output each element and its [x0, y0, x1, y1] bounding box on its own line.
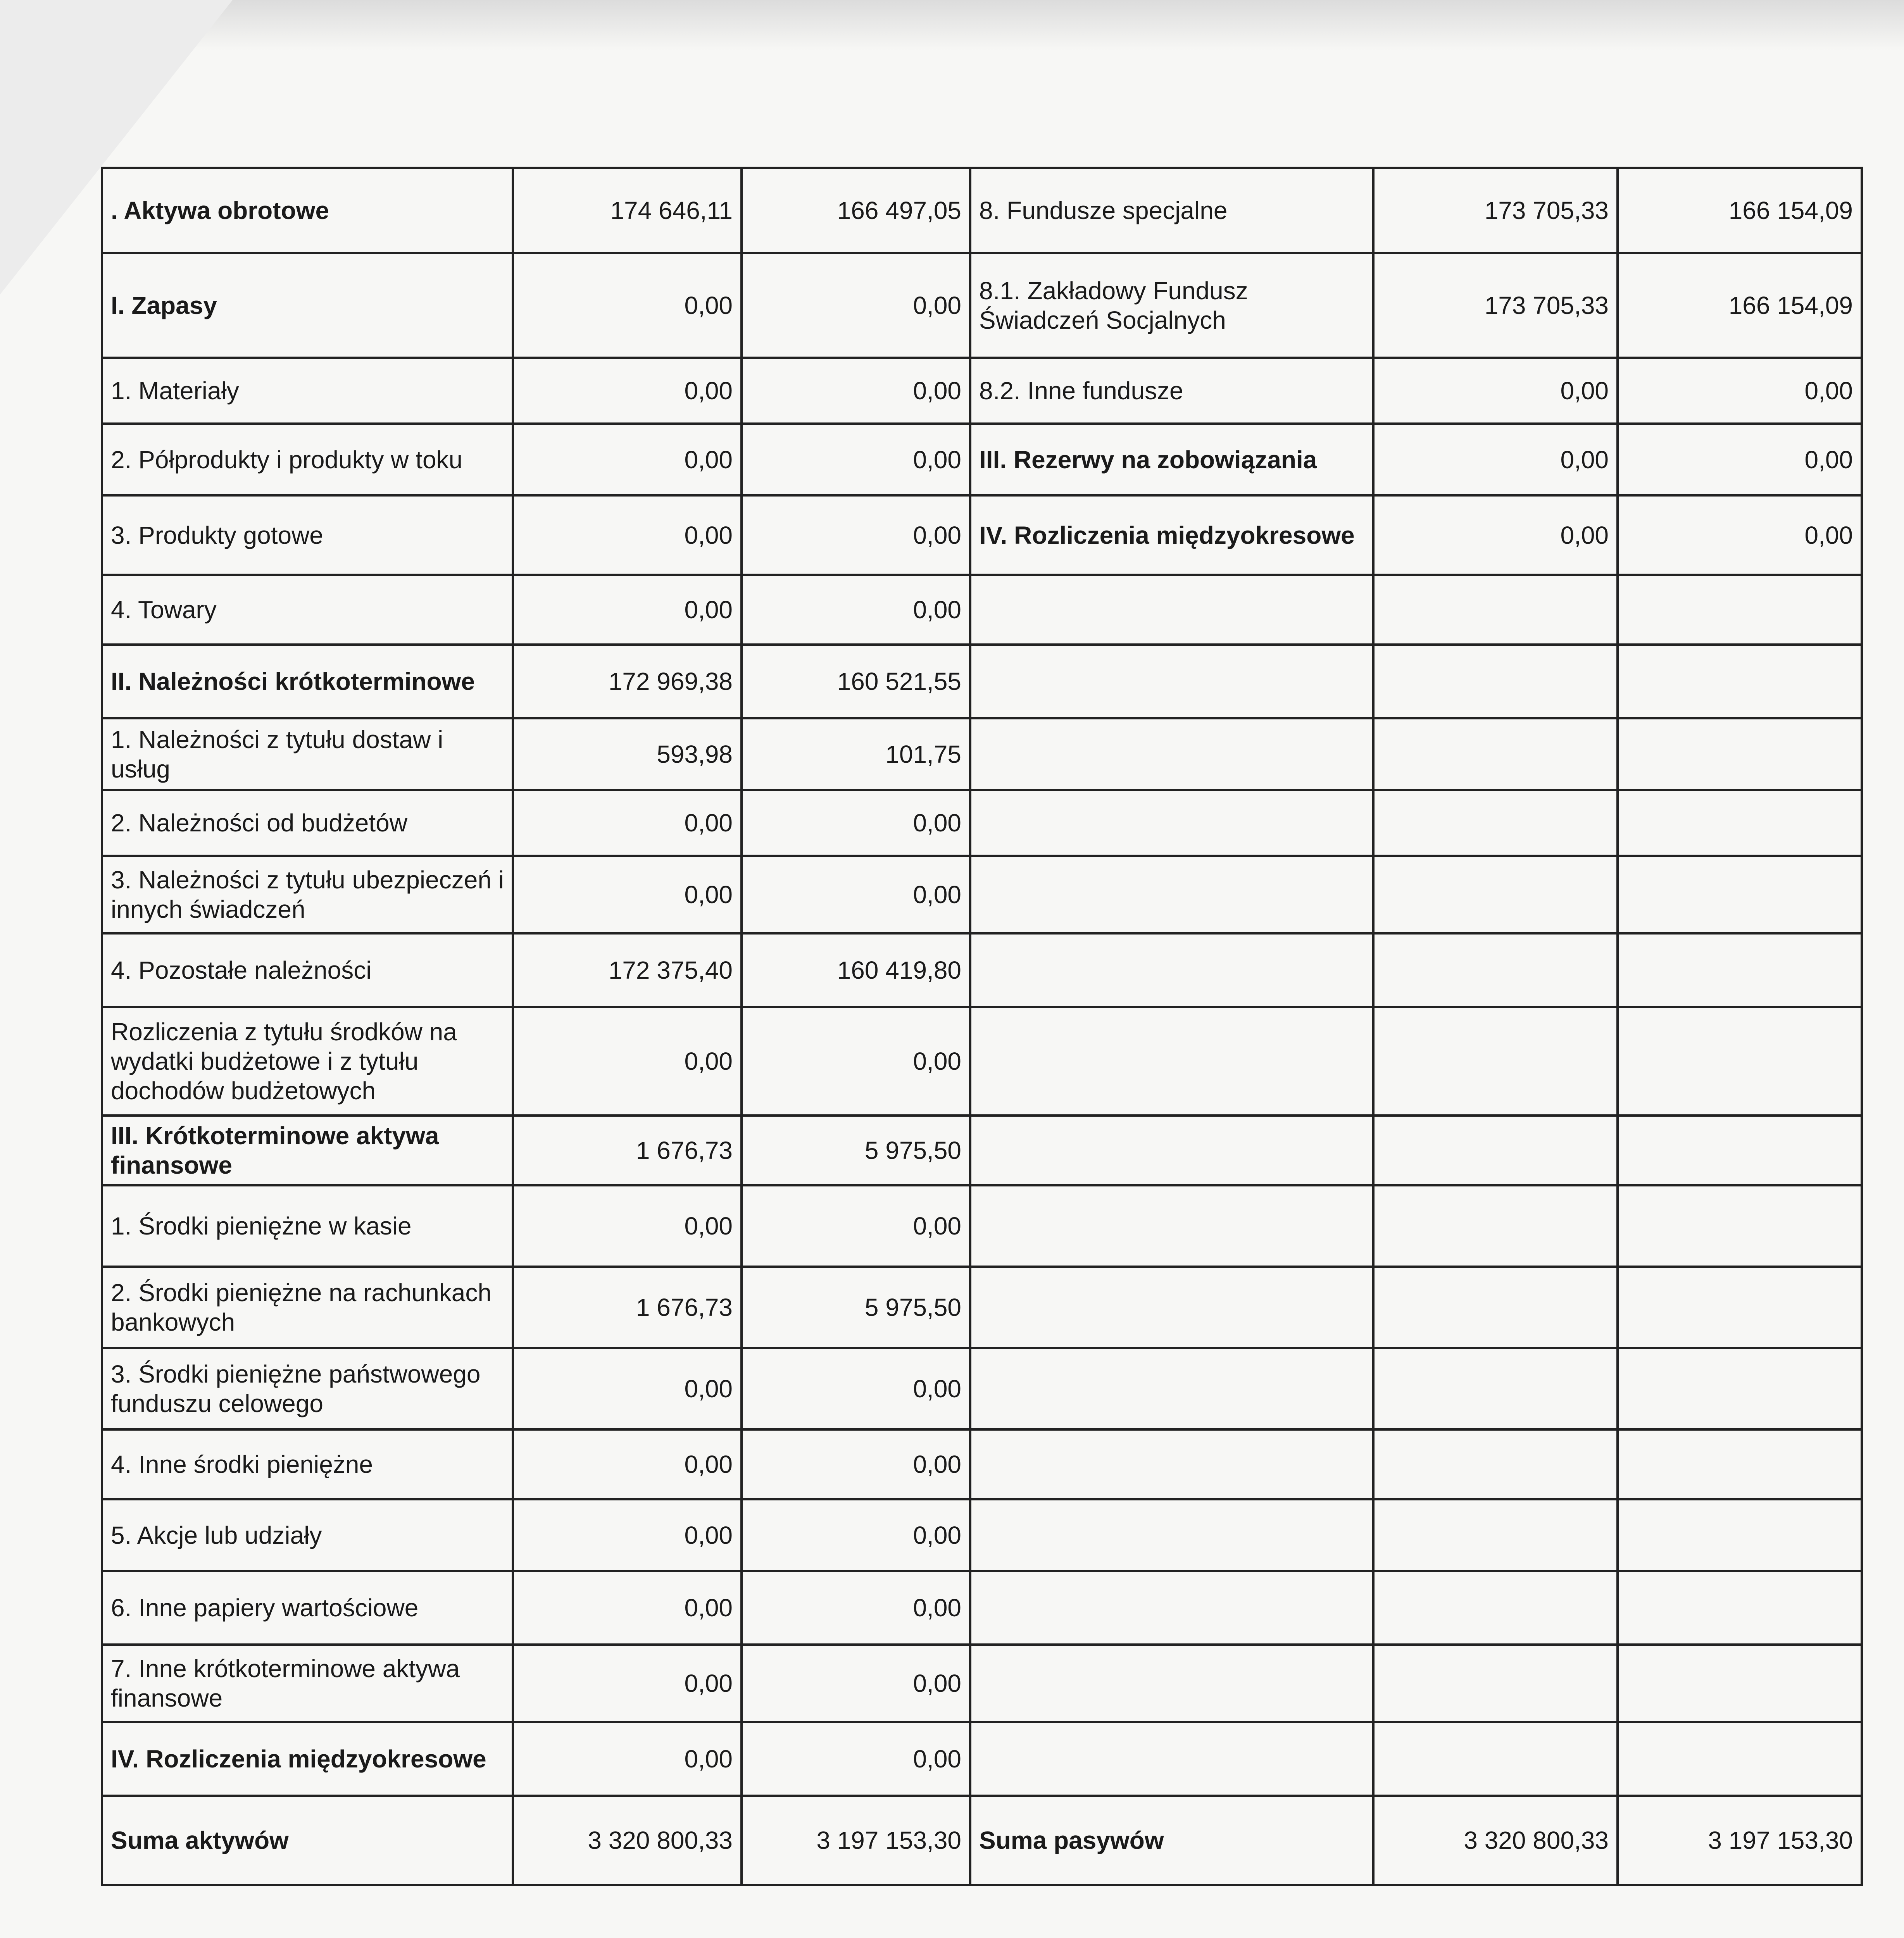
liability-value-previous [1618, 718, 1862, 790]
table-row [102, 1007, 1862, 1116]
asset-label: 2. Środki pieniężne na rachunkach bankowych [102, 1267, 513, 1348]
asset-value-current: 0,00 [513, 575, 742, 645]
asset-value-previous: 0,00 [742, 790, 970, 856]
table-row [102, 1571, 1862, 1645]
asset-label: 2. Należności od budżetów [102, 790, 513, 856]
asset-value-current: 593,98 [513, 718, 742, 790]
liability-value-current [1373, 933, 1618, 1007]
liability-label [970, 1348, 1373, 1429]
table-row [102, 1499, 1862, 1571]
asset-value-previous: 0,00 [742, 358, 970, 424]
table-row [102, 933, 1862, 1007]
asset-value-previous: 0,00 [742, 253, 970, 358]
asset-label: 3. Środki pieniężne państwowego funduszu celowego [102, 1348, 513, 1429]
liability-value-previous: 166 154,09 [1618, 253, 1862, 358]
table-row [102, 1267, 1862, 1348]
liability-label: Suma pasywów [970, 1796, 1373, 1885]
liability-value-previous [1618, 1185, 1862, 1267]
liability-label [970, 1116, 1373, 1185]
liability-value-previous [1618, 1722, 1862, 1796]
table-row [102, 1645, 1862, 1722]
liability-value-current [1373, 1499, 1618, 1571]
liability-value-previous: 3 197 153,30 [1618, 1796, 1862, 1885]
table-row [102, 575, 1862, 645]
asset-label: 1. Środki pieniężne w kasie [102, 1185, 513, 1267]
asset-value-previous: 0,00 [742, 1348, 970, 1429]
asset-value-previous: 0,00 [742, 1007, 970, 1116]
asset-value-current: 172 969,38 [513, 645, 742, 718]
asset-label: IV. Rozliczenia międzyokresowe [102, 1722, 513, 1796]
asset-label: 4. Towary [102, 575, 513, 645]
liability-value-previous [1618, 1007, 1862, 1116]
table-row [102, 1429, 1862, 1499]
liability-value-current [1373, 1116, 1618, 1185]
asset-value-previous: 0,00 [742, 575, 970, 645]
liability-value-previous: 166 154,09 [1618, 168, 1862, 253]
balance-sheet-table [101, 167, 1863, 1886]
asset-value-previous: 160 419,80 [742, 933, 970, 1007]
liability-value-current [1373, 1267, 1618, 1348]
liability-value-current [1373, 645, 1618, 718]
asset-value-current: 0,00 [513, 1499, 742, 1571]
asset-label: Rozliczenia z tytułu środków na wydatki budżetowe i z tytułu dochodów budżetowych [102, 1007, 513, 1116]
asset-value-current: 0,00 [513, 790, 742, 856]
asset-value-previous: 0,00 [742, 495, 970, 575]
table-row [102, 645, 1862, 718]
asset-label: 4. Pozostałe należności [102, 933, 513, 1007]
liability-label: III. Rezerwy na zobowiązania [970, 424, 1373, 495]
liability-value-current [1373, 1645, 1618, 1722]
liability-label: 8. Fundusze specjalne [970, 168, 1373, 253]
liability-value-previous [1618, 790, 1862, 856]
asset-value-current: 0,00 [513, 1722, 742, 1796]
liability-label [970, 790, 1373, 856]
liability-label [970, 1571, 1373, 1645]
table-row [102, 358, 1862, 424]
liability-value-current [1373, 1571, 1618, 1645]
liability-value-current [1373, 1429, 1618, 1499]
asset-value-current: 0,00 [513, 1348, 742, 1429]
liability-value-previous [1618, 1429, 1862, 1499]
liability-value-current: 0,00 [1373, 424, 1618, 495]
asset-value-current: 0,00 [513, 1571, 742, 1645]
liability-label [970, 1722, 1373, 1796]
liability-label [970, 1429, 1373, 1499]
liability-value-current [1373, 790, 1618, 856]
liability-value-current: 173 705,33 [1373, 168, 1618, 253]
liability-value-current [1373, 718, 1618, 790]
asset-value-previous: 166 497,05 [742, 168, 970, 253]
asset-value-previous: 3 197 153,30 [742, 1796, 970, 1885]
table-row [102, 1722, 1862, 1796]
liability-value-current [1373, 856, 1618, 933]
liability-label [970, 1267, 1373, 1348]
asset-value-previous: 160 521,55 [742, 645, 970, 718]
liability-value-previous [1618, 645, 1862, 718]
asset-value-current: 0,00 [513, 495, 742, 575]
asset-value-current: 0,00 [513, 1645, 742, 1722]
liability-value-previous [1618, 1267, 1862, 1348]
asset-value-previous: 0,00 [742, 1722, 970, 1796]
asset-label: 1. Należności z tytułu dostaw i usług [102, 718, 513, 790]
liability-value-previous [1618, 856, 1862, 933]
asset-value-current: 0,00 [513, 358, 742, 424]
asset-value-previous: 0,00 [742, 1185, 970, 1267]
liability-label [970, 645, 1373, 718]
asset-label: 3. Produkty gotowe [102, 495, 513, 575]
asset-label: 1. Materiały [102, 358, 513, 424]
liability-value-previous [1618, 1348, 1862, 1429]
asset-value-previous: 0,00 [742, 1571, 970, 1645]
table-row [102, 1348, 1862, 1429]
table-row [102, 424, 1862, 495]
asset-value-previous: 5 975,50 [742, 1116, 970, 1185]
asset-value-previous: 0,00 [742, 1429, 970, 1499]
liability-value-previous [1618, 575, 1862, 645]
asset-value-previous: 5 975,50 [742, 1267, 970, 1348]
liability-label [970, 1499, 1373, 1571]
liability-value-previous [1618, 1645, 1862, 1722]
liability-label [970, 718, 1373, 790]
table-row [102, 718, 1862, 790]
liability-label [970, 1185, 1373, 1267]
asset-value-current: 0,00 [513, 1429, 742, 1499]
asset-value-current: 0,00 [513, 1185, 742, 1267]
asset-label: Suma aktywów [102, 1796, 513, 1885]
liability-label [970, 856, 1373, 933]
asset-label: 6. Inne papiery wartościowe [102, 1571, 513, 1645]
liability-value-previous [1618, 1116, 1862, 1185]
asset-label: 2. Półprodukty i produkty w toku [102, 424, 513, 495]
asset-label: 4. Inne środki pieniężne [102, 1429, 513, 1499]
liability-label [970, 575, 1373, 645]
asset-value-current: 1 676,73 [513, 1267, 742, 1348]
table-row [102, 495, 1862, 575]
asset-value-current: 0,00 [513, 856, 742, 933]
asset-value-previous: 0,00 [742, 424, 970, 495]
liability-value-previous [1618, 1571, 1862, 1645]
asset-label: I. Zapasy [102, 253, 513, 358]
liability-value-previous: 0,00 [1618, 495, 1862, 575]
liability-value-previous [1618, 1499, 1862, 1571]
liability-label: 8.2. Inne fundusze [970, 358, 1373, 424]
liability-value-current: 173 705,33 [1373, 253, 1618, 358]
asset-value-current: 172 375,40 [513, 933, 742, 1007]
liability-label [970, 1007, 1373, 1116]
asset-value-current: 0,00 [513, 1007, 742, 1116]
asset-label: II. Należności krótkoterminowe [102, 645, 513, 718]
asset-value-current: 0,00 [513, 253, 742, 358]
asset-value-previous: 0,00 [742, 856, 970, 933]
liability-label: 8.1. Zakładowy Fundusz Świadczeń Socjalnych [970, 253, 1373, 358]
table-row [102, 1185, 1862, 1267]
asset-label: III. Krótkoterminowe aktywa finansowe [102, 1116, 513, 1185]
asset-label: 5. Akcje lub udziały [102, 1499, 513, 1571]
table-row [102, 1796, 1862, 1885]
liability-label [970, 1645, 1373, 1722]
table-row [102, 253, 1862, 358]
asset-value-previous: 101,75 [742, 718, 970, 790]
asset-value-current: 3 320 800,33 [513, 1796, 742, 1885]
asset-label: 3. Należności z tytułu ubezpieczeń i innych świadczeń [102, 856, 513, 933]
table-row [102, 1116, 1862, 1185]
liability-value-current: 0,00 [1373, 358, 1618, 424]
scan-top-edge [0, 0, 1904, 50]
asset-value-current: 174 646,11 [513, 168, 742, 253]
liability-value-current [1373, 575, 1618, 645]
liability-label: IV. Rozliczenia międzyokresowe [970, 495, 1373, 575]
liability-value-previous: 0,00 [1618, 424, 1862, 495]
table-row [102, 168, 1862, 253]
table-row [102, 790, 1862, 856]
liability-label [970, 933, 1373, 1007]
liability-value-current: 3 320 800,33 [1373, 1796, 1618, 1885]
liability-value-current [1373, 1348, 1618, 1429]
asset-value-current: 1 676,73 [513, 1116, 742, 1185]
table-row [102, 856, 1862, 933]
liability-value-current: 0,00 [1373, 495, 1618, 575]
liability-value-current [1373, 1185, 1618, 1267]
liability-value-current [1373, 1722, 1618, 1796]
asset-label: . Aktywa obrotowe [102, 168, 513, 253]
asset-value-current: 0,00 [513, 424, 742, 495]
asset-value-previous: 0,00 [742, 1499, 970, 1571]
balance-sheet-body [102, 168, 1862, 1885]
liability-value-current [1373, 1007, 1618, 1116]
liability-value-previous: 0,00 [1618, 358, 1862, 424]
asset-value-previous: 0,00 [742, 1645, 970, 1722]
asset-label: 7. Inne krótkoterminowe aktywa finansowe [102, 1645, 513, 1722]
liability-value-previous [1618, 933, 1862, 1007]
